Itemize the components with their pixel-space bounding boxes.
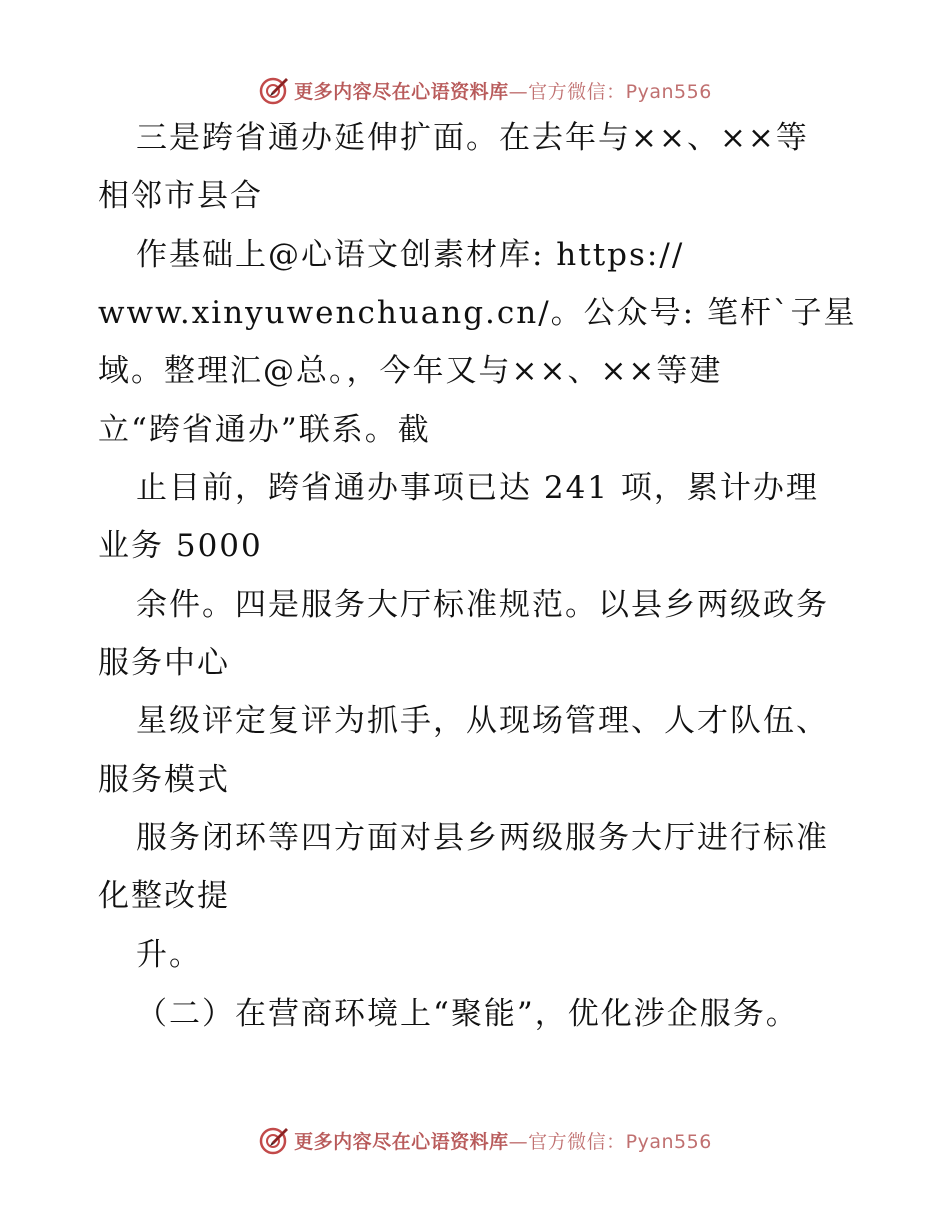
header-banner-strong: 更多内容尽在心语资料库 bbox=[294, 80, 509, 103]
footer-banner-strong: 更多内容尽在心语资料库 bbox=[294, 1130, 509, 1153]
body-line-14: 化整改提 bbox=[98, 878, 230, 914]
footer-banner bbox=[0, 1120, 950, 1160]
body-line-12: 服务模式 bbox=[98, 762, 230, 798]
body-line-9: 余件。四是服务大厅标准规范。以县乡两级政务 bbox=[136, 587, 829, 623]
body-line-7: 止目前，跨省通办事项已达 241 项，累计办理 bbox=[136, 470, 819, 506]
body-line-5: 域。整理汇@总。，今年又与××、××等建 bbox=[98, 353, 723, 389]
body-line-15: 升。 bbox=[136, 937, 202, 973]
body-line-13: 服务闭环等四方面对县乡两级服务大厅进行标准 bbox=[136, 820, 829, 856]
body-line-6: 立“跨省通办”联系。截 bbox=[98, 412, 431, 448]
body-line-3: 作基础上@心语文创素材库: https:// bbox=[136, 237, 685, 273]
footer-banner-text bbox=[294, 1127, 712, 1154]
pen-logo-icon bbox=[258, 1124, 290, 1156]
body-line-2: 相邻市县合 bbox=[98, 178, 263, 214]
body-line-11: 星级评定复评为抓手，从现场管理、人才队伍、 bbox=[136, 703, 829, 739]
footer-banner-inner bbox=[258, 1124, 712, 1156]
pen-logo-icon bbox=[258, 74, 290, 106]
header-banner bbox=[0, 70, 950, 110]
body-line-4: www.xinyuwenchuang.cn/。公众号: 笔杆`子星 bbox=[98, 295, 857, 331]
body-line-8: 业务 5000 bbox=[98, 528, 263, 564]
body-line-16: （二）在营商环境上“聚能”，优化涉企服务。 bbox=[136, 996, 799, 1032]
footer-banner-rest: —官方微信：Pyan556 bbox=[508, 1130, 712, 1153]
body-line-10: 服务中心 bbox=[98, 645, 230, 681]
header-banner-inner bbox=[258, 74, 712, 106]
header-banner-text bbox=[294, 77, 712, 104]
body-line-1: 三是跨省通办延伸扩面。在去年与××、××等 bbox=[136, 120, 809, 156]
header-banner-rest: —官方微信：Pyan556 bbox=[508, 80, 712, 103]
